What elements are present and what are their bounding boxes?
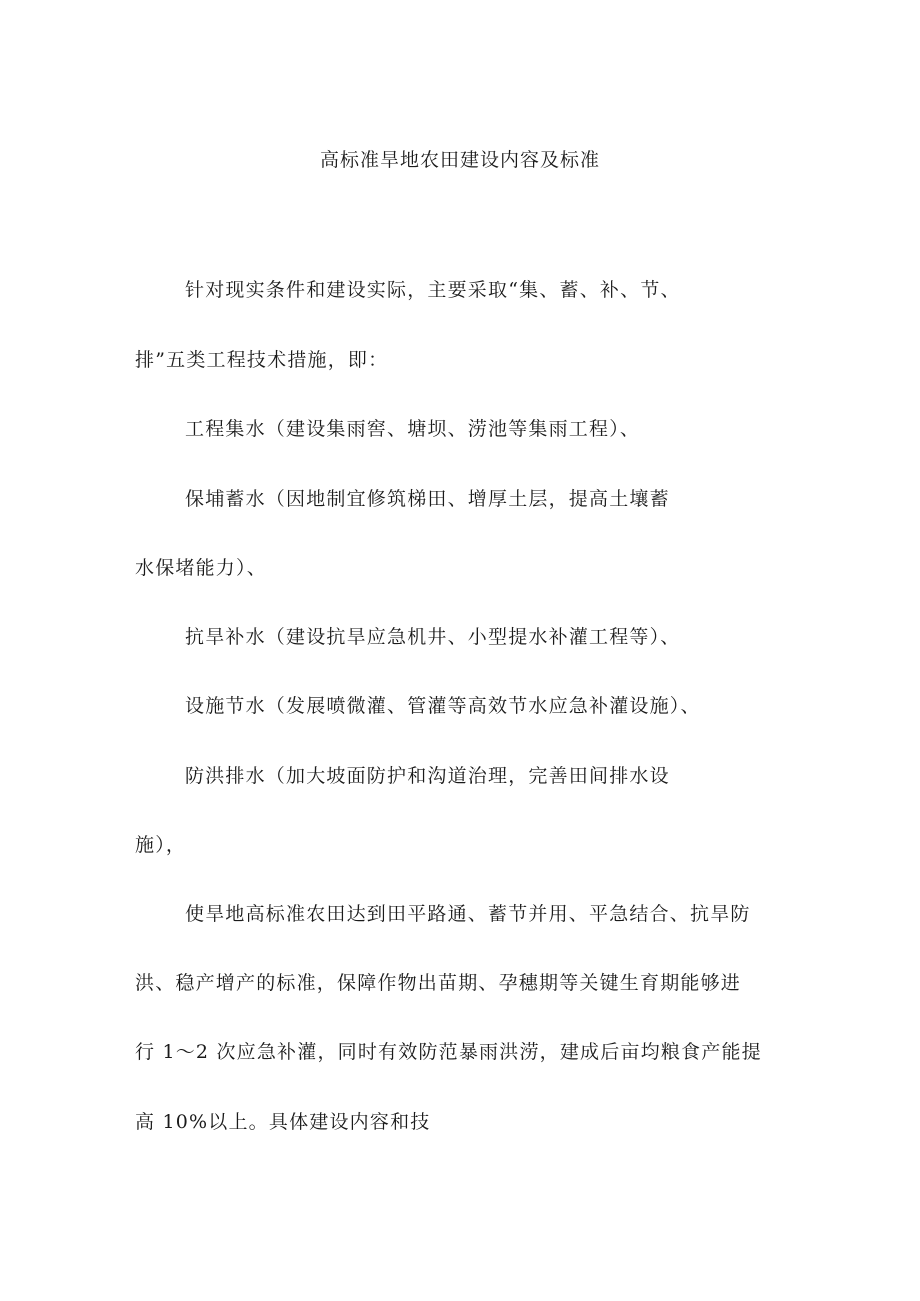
measure-water-saving: 设施节水（发展喷微灌、管灌等高效节水应急补灌设施）、 <box>185 695 701 717</box>
paragraph-goals-line-3: 行 1～2 次应急补灌，同时有效防范暴雨洪涝，建成后亩均粮食产能提 <box>135 1041 762 1063</box>
measure-water-collection: 工程集水（建设集雨窖、塘坝、涝池等集雨工程）、 <box>185 418 641 440</box>
paragraph-goals-line-4: 高 10%以上。具体建设内容和技 <box>135 1111 431 1133</box>
measure-water-storage-line-2: 水保堵能力）、 <box>135 557 267 579</box>
paragraph-intro-line-1: 针对现实条件和建设实际，主要采取“集、蓄、补、节、 <box>185 279 681 301</box>
measure-drought-irrigation: 抗旱补水（建设抗旱应急机井、小型提水补灌工程等）、 <box>185 626 681 648</box>
paragraph-intro-line-2: 排”五类工程技术措施，即： <box>135 349 389 371</box>
measure-water-storage-line-1: 保埔蓄水（因地制宜修筑梯田、增厚土层，提高土壤蓄 <box>185 488 670 510</box>
measure-flood-drainage-line-1: 防洪排水（加大坡面防护和沟道治理，完善田间排水设 <box>185 765 670 787</box>
paragraph-goals-line-2: 洪、稳产增产的标准，保障作物出苗期、孕穗期等关键生育期能够进 <box>135 972 742 994</box>
paragraph-goals-line-1: 使旱地高标准农田达到田平路通、蓄节并用、平急结合、抗旱防 <box>185 903 751 925</box>
measure-flood-drainage-line-2: 施）， <box>135 834 187 856</box>
document-title: 高标准旱地农田建设内容及标准 <box>319 149 600 171</box>
